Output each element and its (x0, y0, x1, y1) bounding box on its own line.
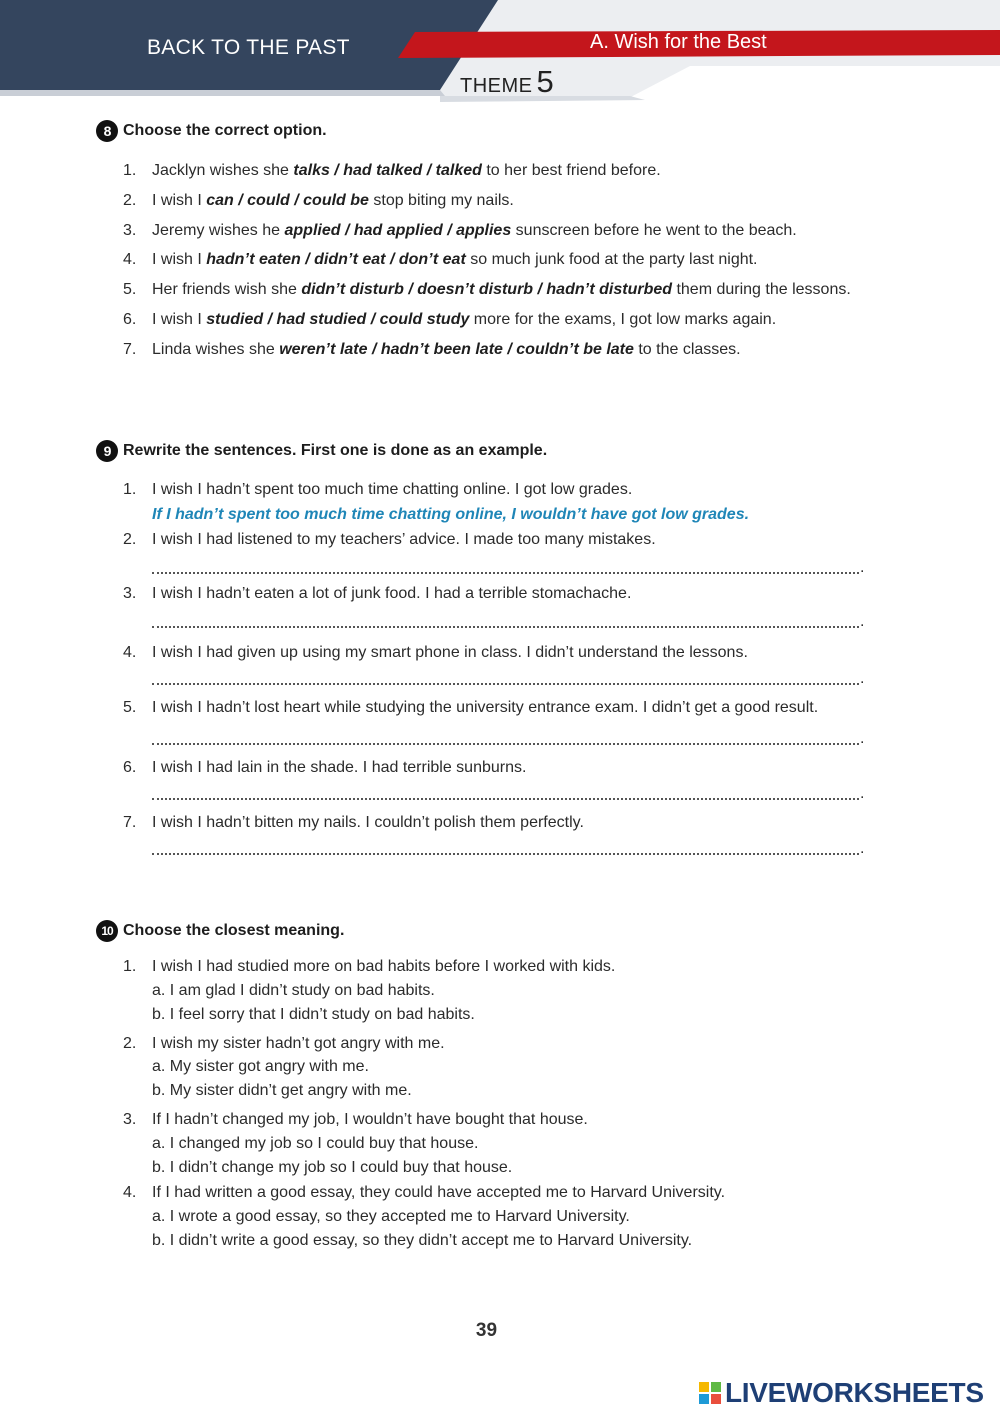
section-8-heading (96, 120, 327, 142)
choice-a[interactable]: a. I am glad I didn’t study on bad habits. (152, 982, 435, 999)
theme-word: THEME (460, 75, 533, 97)
line-end-period: . (860, 559, 865, 576)
list-item: 7. Linda wishes she weren’t late / hadn’t been late / couldn’t be late to the classes. (123, 341, 741, 358)
answer-line-6[interactable] (152, 780, 859, 800)
section-9-title: Rewrite the sentences. First one is done as an example. (123, 442, 548, 459)
liveworksheets-logo-icon (699, 1382, 721, 1404)
list-item: 3. Jeremy wishes he applied / had applied / applies sunscreen before he went to the beach. (123, 222, 797, 239)
answer-line-3[interactable] (152, 608, 859, 628)
section-8-title: Choose the correct option. (123, 122, 327, 139)
section-10-badge: 10 (96, 920, 118, 942)
answer-line-5[interactable] (152, 725, 859, 745)
choice-a[interactable]: a. I changed my job so I could buy that house. (152, 1135, 479, 1152)
answer-line-2[interactable] (152, 554, 859, 574)
option-choices[interactable]: hadn’t eaten / didn’t eat / don’t eat (206, 251, 466, 268)
example-answer: If I hadn’t spent too much time chatting online, I wouldn’t have got low grades. (152, 506, 750, 523)
list-item: 7. I wish I hadn’t bitten my nails. I couldn’t polish them perfectly. (123, 814, 584, 831)
section-10-heading (96, 920, 344, 942)
liveworksheets-brand (699, 1377, 984, 1409)
list-item: 6. I wish I had lain in the shade. I had terrible sunburns. (123, 759, 527, 776)
list-item: 1. I wish I had studied more on bad habits before I worked with kids. (123, 958, 616, 975)
theme-label (460, 64, 554, 100)
list-item: 2. I wish my sister hadn’t got angry with me. (123, 1035, 445, 1052)
brand-name: LIVEWORKSHEETS (725, 1377, 984, 1408)
answer-line-7[interactable] (152, 835, 859, 855)
list-item: 1. Jacklyn wishes she talks / had talked / talked to her best friend before. (123, 162, 661, 179)
list-item: 3. If I hadn’t changed my job, I wouldn’t have bought that house. (123, 1111, 588, 1128)
line-end-period: . (860, 613, 865, 630)
page-number: 39 (475, 1320, 498, 1341)
section-9-badge: 9 (96, 440, 118, 462)
list-item: 1. I wish I hadn’t spent too much time chatting online. I got low grades. (123, 481, 633, 498)
list-item: 4. If I had written a good essay, they could have accepted me to Harvard University. (123, 1184, 726, 1201)
list-item: 4. I wish I hadn’t eaten / didn’t eat / don’t eat so much junk food at the party last night. (123, 251, 758, 268)
list-item: 2. I wish I can / could / could be stop biting my nails. (123, 192, 514, 209)
option-choices[interactable]: can / could / could be (206, 192, 369, 209)
choice-b[interactable]: b. I didn’t write a good essay, so they didn’t accept me to Harvard University. (152, 1232, 693, 1249)
choice-b[interactable]: b. My sister didn’t get angry with me. (152, 1082, 412, 1099)
list-item: 5. I wish I hadn’t lost heart while studying the university entrance exam. I didn’t get a good result. (123, 699, 819, 716)
list-item: 2. I wish I had listened to my teachers’ advice. I made too many mistakes. (123, 531, 656, 548)
choice-a[interactable]: a. I wrote a good essay, so they accepted me to Harvard University. (152, 1208, 630, 1225)
line-end-period: . (860, 785, 865, 802)
option-choices[interactable]: weren’t late / hadn’t been late / couldn’t be late (279, 341, 634, 358)
option-choices[interactable]: studied / had studied / could study (206, 311, 470, 328)
option-choices[interactable]: talks / had talked / talked (293, 162, 482, 179)
choice-b[interactable]: b. I didn’t change my job so I could buy that house. (152, 1159, 513, 1176)
list-item: 4. I wish I had given up using my smart phone in class. I didn’t understand the lessons. (123, 644, 748, 661)
choice-a[interactable]: a. My sister got angry with me. (152, 1058, 369, 1075)
list-item: 3. I wish I hadn’t eaten a lot of junk food. I had a terrible stomachache. (123, 585, 632, 602)
line-end-period: . (860, 730, 865, 747)
book-title: BACK TO THE PAST (147, 36, 350, 59)
section-8-badge: 8 (96, 120, 118, 142)
choice-b[interactable]: b. I feel sorry that I didn’t study on bad habits. (152, 1006, 475, 1023)
option-choices[interactable]: didn’t disturb / doesn’t disturb / hadn’t disturbed (301, 281, 673, 298)
line-end-period: . (860, 840, 865, 857)
list-item: 6. I wish I studied / had studied / could study more for the exams, I got low marks again. (123, 311, 777, 328)
theme-number: 5 (536, 64, 554, 99)
section-10-title: Choose the closest meaning. (123, 922, 345, 939)
line-end-period: . (860, 670, 865, 687)
list-item: 5. Her friends wish she didn’t disturb / doesn’t disturb / hadn’t disturbed them during the lessons. (123, 281, 851, 298)
answer-line-4[interactable] (152, 665, 859, 685)
unit-title: A. Wish for the Best (590, 31, 767, 53)
section-9-heading (96, 440, 547, 462)
option-choices[interactable]: applied / had applied / applies (284, 222, 512, 239)
